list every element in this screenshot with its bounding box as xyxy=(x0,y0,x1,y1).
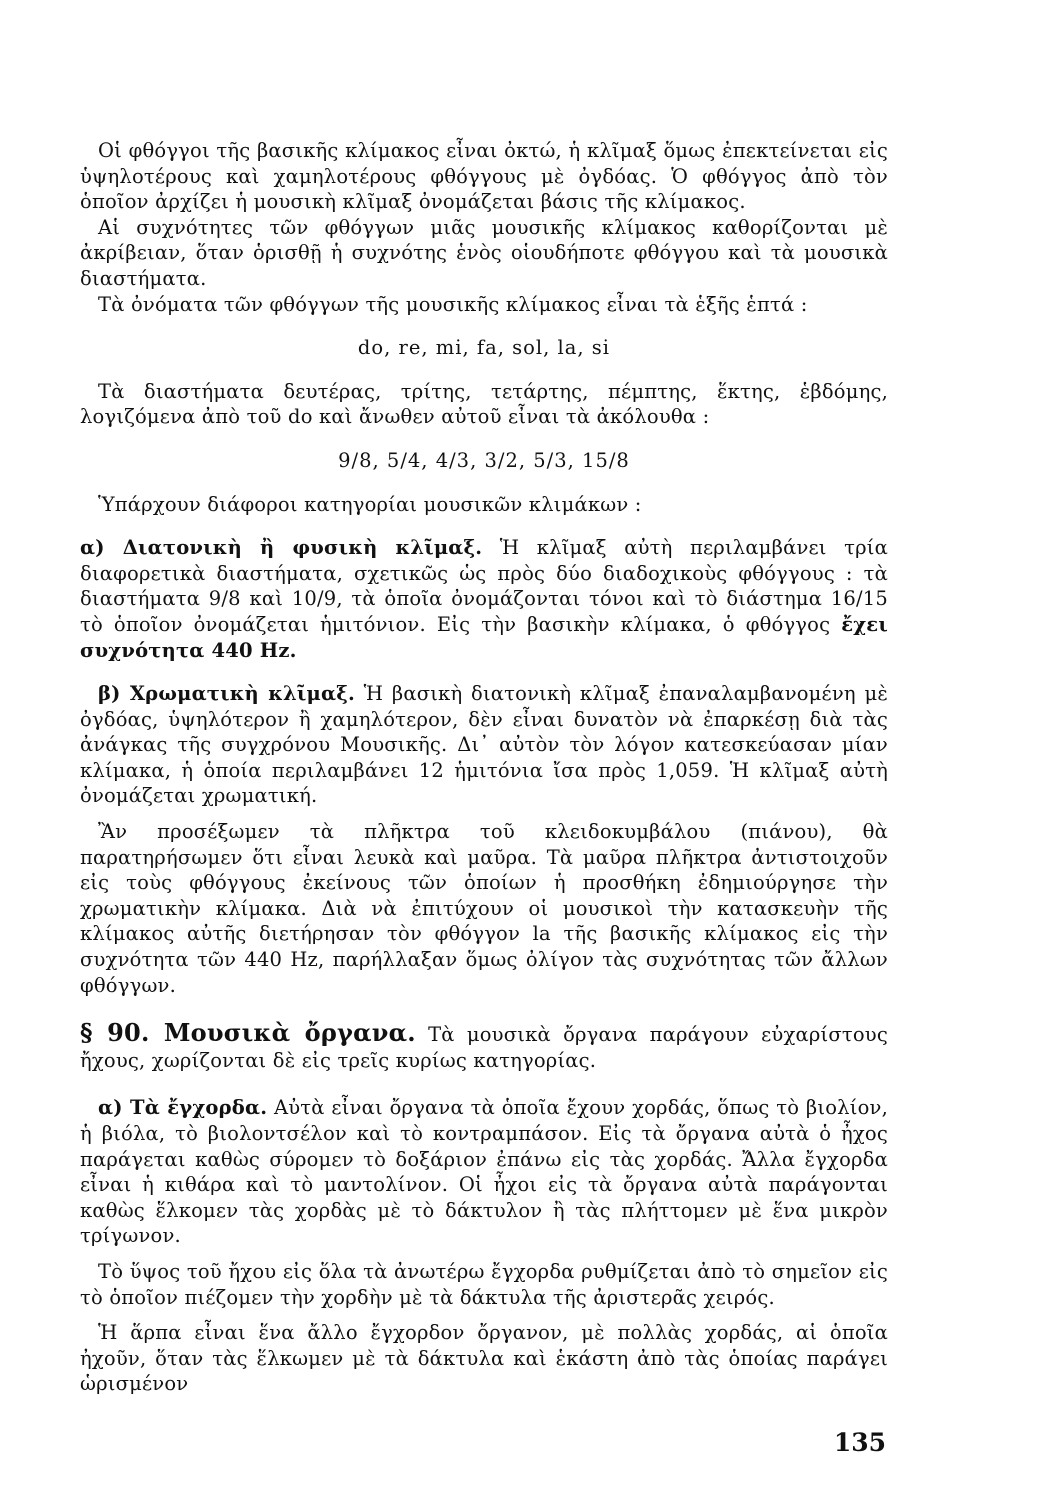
section-90 xyxy=(80,1020,888,1073)
paragraph-pitch-control: Τὸ ὕψος τοῦ ἤχου εἰς ὅλα τὰ ἀνωτέρω ἔγχορδα ρυθμίζεται ἀπὸ τὸ σημεῖον εἰς τὸ ὁποῖον πιέζομεν τὴν χορδὴν μὲ τὰ δάκτυλα τῆς ἀριστερᾶς χειρός. xyxy=(80,1259,888,1309)
diatonic-scale-heading: α) Διατονικὴ ἢ φυσικὴ κλῖμαξ. xyxy=(80,536,483,560)
body-text xyxy=(80,138,888,1397)
paragraph-intervals-intro: Τὰ διαστήματα δευτέρας, τρίτης, τετάρτης, πέμπτης, ἕκτης, ἑβδόμης, λογιζόμενα ἀπὸ τοῦ do καὶ ἄνωθεν αὐτοῦ εἶναι τὰ ἀκόλουθα : xyxy=(80,379,888,429)
note-names-line: do, re, mi, fa, sol, la, si xyxy=(357,336,611,360)
interval-ratios-line: 9/8, 5/4, 4/3, 3/2, 5/3, 15/8 xyxy=(338,448,630,472)
section-90-heading: § 90. Μουσικὰ ὄργανα. xyxy=(80,1018,416,1048)
paragraph-chromatic-scale xyxy=(80,681,888,809)
diatonic-scale-frequency: ἔχει συχνότητα 440 Hz. xyxy=(80,612,888,662)
paragraph-note-names-intro: Τὰ ὀνόματα τῶν φθόγγων τῆς μουσικῆς κλίμακος εἶναι τὰ ἑξῆς ἑπτά : xyxy=(98,292,808,316)
diatonic-scale-text: Ἡ κλῖμαξ αὐτὴ περιλαμβάνει τρία διαφορετικὰ διαστήματα, σχετικῶς ὡς πρὸς δύο διαδοχικοὺς φθόγγους : τὰ διαστήματα 9/8 καὶ 10/9, τὰ ὁποῖα ὀνομάζονται τόνοι καὶ τὸ διάστημα 16/15 τὸ ὁποῖον ὀνομάζεται ἡμιτόνιον. Εἰς τὴν βασικὴν κλίμακα, ὁ φθόγγος xyxy=(80,536,888,636)
paragraph-piano-keys: Ἂν προσέξωμεν τὰ πλῆκτρα τοῦ κλειδοκυμβάλου (πιάνου), θὰ παρατηρήσωμεν ὅτι εἶναι λευκὰ καὶ μαῦρα. Τὰ μαῦρα πλῆκτρα ἀντιστοιχοῦν εἰς τοὺς φθόγγους ἐκείνους τῶν ὁποίων ἡ προσθήκη ἐδημιούργησε τὴν χρωματικὴν κλίμακα. Διὰ νὰ ἐπιτύχουν οἱ μουσικοὶ τὴν κατασκευὴν τῆς κλίμακος αὐτῆς διετήρησαν τὸν φθόγγον la τῆς βασικῆς κλίμακος εἰς τὴν συχνότητα τῶν 440 Hz, παρήλλαξαν ὅμως ὀλίγον τὰς συχνότητας τῶν ἄλλων φθόγγων. xyxy=(80,820,888,997)
chromatic-scale-heading: β) Χρωματικὴ κλῖμαξ. xyxy=(98,682,355,706)
string-instruments-heading: α) Τὰ ἔγχορδα. xyxy=(98,1096,268,1120)
paragraph-harp: Ἡ ἅρπα εἶναι ἕνα ἄλλο ἔγχορδον ὄργανον, μὲ πολλὰς χορδάς, αἱ ὁποῖα ἠχοῦν, ὅταν τὰς ἕλκωμεν μὲ τὰ δάκτυλα καὶ ἑκάστη ἀπὸ τὰς ὁποίας παράγει ὡρισμένον xyxy=(80,1321,888,1396)
paragraph-diatonic-scale xyxy=(80,535,888,663)
page-number: 135 xyxy=(833,1428,886,1457)
string-instruments-text: Αὐτὰ εἶναι ὄργανα τὰ ὁποῖα ἔχουν χορδάς, ὅπως τὸ βιολίον, ἡ βιόλα, τὸ βιολοντσέλον καὶ τὸ κοντραμπάσον. Εἰς τὰ ὄργανα αὐτὰ ὁ ἦχος παράγεται καθὼς σύρομεν τὸ δοξάριον ἐπάνω εἰς τὰς χορδάς. Ἄλλα ἔγχορδα εἶναι ἡ κιθάρα καὶ τὸ μαντολίνον. Οἱ ἦχοι εἰς τὰ ὄργανα αὐτὰ παράγονται καθὼς ἕλκομεν τὰς χορδὰς μὲ τὸ δάκτυλον ἢ τὰς πλήττομεν μὲ ἕνα μικρὸν τρίγωνον. xyxy=(80,1096,888,1248)
paragraph-string-instruments xyxy=(80,1095,888,1249)
chromatic-scale-text: Ἡ βασικὴ διατονικὴ κλῖμαξ ἐπαναλαμβανομένη μὲ ὀγδόας, ὑψηλότερον ἢ χαμηλότερον, δὲν εἶναι δυνατὸν νὰ ἐπαρκέσῃ διὰ τὰς ἀνάγκας τῆς συγχρόνου Μουσικῆς. Δι᾽ αὐτὸν τὸν λόγον κατεσκεύασαν μίαν κλίμακα, ἡ ὁποία περιλαμβάνει 12 ἡμιτόνια ἴσα πρὸς 1,059. Ἡ κλῖμαξ αὐτὴ ὀνομάζεται χρωματική. xyxy=(80,682,889,808)
paragraph-frequencies: Αἱ συχνότητες τῶν φθόγγων μιᾶς μουσικῆς κλίμακος καθορίζονται μὲ ἀκρίβειαν, ὅταν ὁρισθῇ ἡ συχνότης ἑνὸς οἱουδήποτε φθόγγου καὶ τὰ μουσικὰ διαστήματα. xyxy=(80,215,888,290)
section-90-text: Τὰ μουσικὰ ὄργανα παράγουν εὐχαρίστους ἤχους, χωρίζονται δὲ εἰς τρεῖς κυρίως κατηγορίας. xyxy=(80,1023,888,1072)
paragraph-scale-categories: Ὑπάρχουν διάφοροι κατηγορίαι μουσικῶν κλιμάκων : xyxy=(98,492,642,516)
paragraph-scale-notes: Οἱ φθόγγοι τῆς βασικῆς κλίμακος εἶναι ὀκτώ, ἡ κλῖμαξ ὅμως ἐπεκτείνεται εἰς ὑψηλοτέρους καὶ χαμηλοτέρους φθόγγους μὲ ὀγδόας. Ὁ φθόγγος ἀπὸ τὸν ὁποῖον ἀρχίζει ἡ μουσικὴ κλῖμαξ ὀνομάζεται βάσις τῆς κλίμακος. xyxy=(80,139,888,214)
